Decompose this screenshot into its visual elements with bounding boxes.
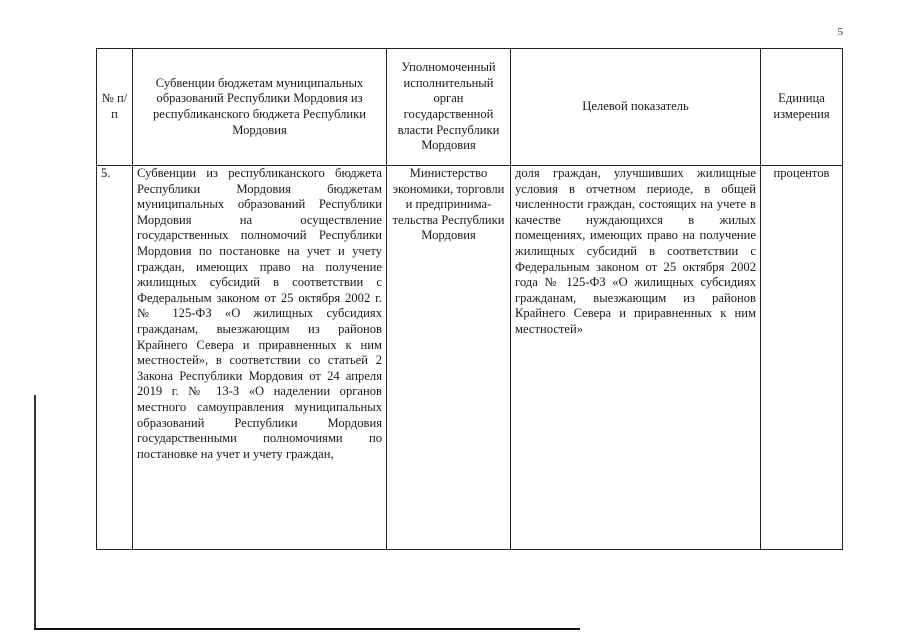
row-subvention: Субвенции из республиканского бюджета Республики Мордовия бюджетам муниципальных образований Республики Мордовия на осуществление государственных полномочий Республики Мордовия по постановке на учет и учету граждан, имеющих право на получение жилищных субсидий в соответствии с Федеральным законом от 25 октября 2002 г. № 125-ФЗ «О жилищных субсидиях гражданам, выезжающим из районов Крайнего Севера и приравненных к ним местностей», в соответствии со статьей 2 Закона Республики Мордовия от 24 апреля 2019 г. № 13-З «О наделении органов местного самоуправления муниципальных образований Республики Мордовия государственными полномочиями по постановке на учет и учету граждан, [133,166,387,550]
row-indicator: доля граждан, улучшивших жилищные условия в отчетном периоде, в общей численности граждан, состоящих на учете в качестве нуждающихся в жилых помещениях, имеющих право на получение жилищных субсидий в соответствии с Федеральным законом от 25 октября 2002 года № 125-ФЗ «О жилищных субсидиях гражданам, выезжающим из районов Крайнего Севера и приравненных к ним местностей» [511,166,761,550]
header-subvention: Субвенции бюджетам муниципальных образований Республики Мордовия из республиканского бюджета Республики Мордовия [133,49,387,166]
scan-edge-line [34,395,36,630]
header-unit: Единица измерения [761,49,843,166]
row-unit: процентов [761,166,843,550]
header-authority: Уполномоченный исполнительный орган государственной власти Республики Мордовия [387,49,511,166]
table-row [97,166,843,550]
subventions-table [96,48,843,550]
row-num: 5. [97,166,133,550]
table-header-row [97,49,843,166]
row-authority: Министерство экономики, торговли и предпринима-тельства Республики Мордовия [387,166,511,550]
page-number: 5 [837,26,843,38]
header-indicator: Целевой показатель [511,49,761,166]
scan-bottom-line [34,628,580,630]
header-num: № п/п [97,49,133,166]
